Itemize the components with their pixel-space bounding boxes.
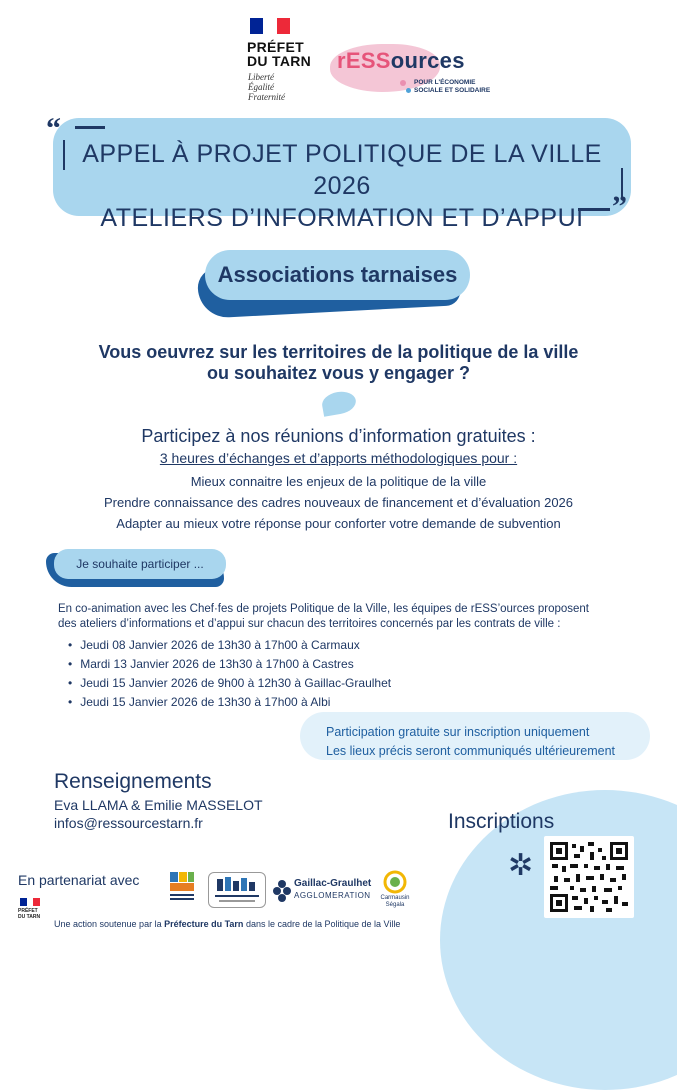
sparkle-icon: ✲ bbox=[508, 849, 534, 882]
republic-motto: Liberté Égalité Fraternité bbox=[248, 72, 285, 102]
prefet-mini-text: PRÉFET DU TARN bbox=[18, 908, 41, 920]
participation-notes: Participation gratuite sur inscription uniquement Les lieux précis seront communiqués ultérieurement bbox=[326, 725, 616, 758]
carmausin-emblem bbox=[380, 870, 410, 894]
session-list bbox=[68, 636, 391, 712]
list-item: • Jeudi 15 Janvier 2026 de 9h00 à 12h30 à Gaillac-Graulhet bbox=[68, 674, 391, 693]
list-item: • Jeudi 08 Janvier 2026 de 13h30 à 17h00 à Carmaux bbox=[68, 636, 391, 655]
objective-item: Adapter au mieux votre réponse pour conforter votre demande de subvention bbox=[116, 516, 561, 531]
partners-label: En partenariat avec bbox=[18, 872, 140, 888]
inscriptions-title: Inscriptions bbox=[448, 810, 555, 833]
invitation-subheading: 3 heures d’échanges et d’apports méthodologiques pour : bbox=[159, 450, 518, 466]
prefet-mini-logo bbox=[20, 898, 40, 906]
contact-email-link[interactable]: infos@ressourcestarn.fr bbox=[54, 815, 203, 831]
gaillac-emblem bbox=[272, 878, 292, 904]
logo-dot-pink bbox=[400, 80, 406, 86]
contact-names: Eva LLAMA & Emilie MASSELOT bbox=[54, 797, 263, 813]
agglomeration-logo bbox=[208, 872, 266, 908]
contact-details bbox=[54, 796, 263, 832]
list-item: • Jeudi 15 Janvier 2026 de 13h30 à 17h00 à Albi bbox=[68, 693, 391, 712]
gaillac-graulhet-logo bbox=[272, 876, 372, 906]
decorative-drop bbox=[320, 389, 357, 417]
audience-label: Associations tarnaises bbox=[217, 262, 458, 287]
intro-text: En co-animation avec les Chef·fes de projets Politique de la Ville, les équipes de rESS’ources proposent des ateliers d’informations et d’appui sur chacun des territoires concernés par les contrats de ville : bbox=[58, 603, 590, 630]
list-item: • Mardi 13 Janvier 2026 de 13h30 à 17h00 à Castres bbox=[68, 655, 391, 674]
community-logo bbox=[168, 870, 196, 904]
question-text: Vous oeuvrez sur les territoires de la politique de la ville ou souhaitez vous y engager ? bbox=[98, 342, 579, 383]
contact-title: Renseignements bbox=[54, 770, 212, 793]
ressources-logo: rESSources bbox=[337, 48, 465, 73]
qr-code-icon[interactable] bbox=[550, 842, 628, 912]
quote-line bbox=[75, 126, 105, 129]
logo-dot-blue bbox=[406, 88, 411, 93]
participate-label[interactable]: Je souhaite participer ... bbox=[76, 557, 204, 571]
objective-item: Prendre connaissance des cadres nouveaux de financement et d’évaluation 2026 bbox=[103, 495, 574, 510]
decorative-circle bbox=[440, 790, 677, 1090]
ressources-tagline: POUR L'ÉCONOMIE SOCIALE ET SOLIDAIRE bbox=[414, 79, 491, 94]
objective-item: Mieux connaitre les enjeux de la politique de la ville bbox=[190, 474, 487, 489]
page-title: APPEL À PROJET POLITIQUE DE LA VILLE 2026 ATELIERS D’INFORMATION ET D’APPUI bbox=[82, 140, 602, 232]
open-quote-icon: “ bbox=[46, 112, 61, 145]
gaillac-name: Gaillac-Graulhet bbox=[294, 878, 372, 889]
gaillac-sub: AGGLOMERATION bbox=[294, 891, 371, 900]
close-quote-icon: ” bbox=[612, 190, 627, 223]
footer-text: Une action soutenue par la Préfecture du Tarn dans le cadre de la Politique de la Ville bbox=[54, 919, 401, 929]
french-flag-icon bbox=[250, 18, 290, 34]
carmausin-name: Carmausin Ségala bbox=[380, 895, 410, 908]
carmausin-segala-logo bbox=[378, 870, 412, 910]
prefet-logo-text: PRÉFET DU TARN bbox=[247, 39, 312, 69]
invitation-heading: Participez à nos réunions d’information gratuites : bbox=[141, 426, 536, 446]
